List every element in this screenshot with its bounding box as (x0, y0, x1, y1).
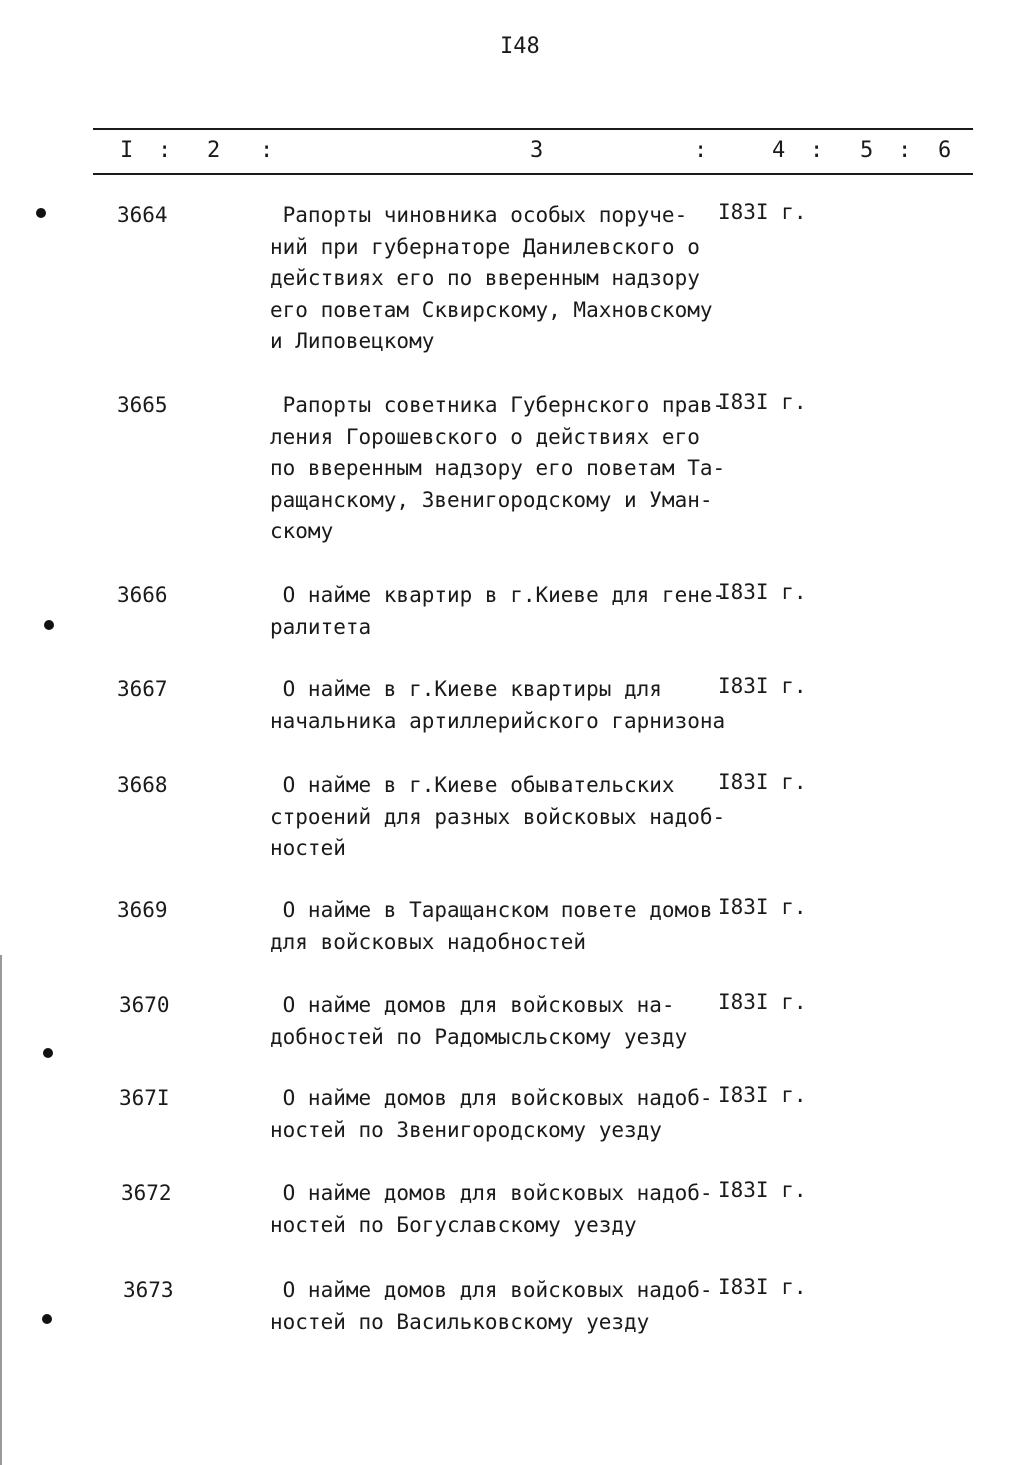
record-description (270, 770, 726, 865)
record-number: 3668 (117, 773, 168, 797)
record-description (270, 1083, 720, 1146)
record-description (270, 990, 720, 1053)
description-line: добностей по Радомысльскому уезду (270, 1024, 688, 1049)
description-line: и Липовецкому (270, 329, 435, 353)
description-line: О найме в г.Киеве квартиры для (270, 677, 662, 701)
binding-hole (36, 208, 46, 218)
record-year: I83I г. (718, 895, 807, 919)
record-number: 367I (119, 1086, 170, 1110)
column-separator: : (898, 138, 912, 163)
record-description (270, 1275, 720, 1338)
column-separator: : (158, 138, 172, 163)
record-number: 3672 (121, 1181, 172, 1205)
description-line: начальника артиллерийского гарнизона (270, 708, 726, 733)
record-year: I83I г. (718, 674, 807, 698)
record-description (270, 1178, 720, 1241)
binding-hole (44, 620, 54, 630)
description-line: ралитета (270, 614, 372, 639)
record-year: I83I г. (718, 1275, 807, 1299)
column-header-1: I (120, 138, 134, 163)
description-line: ностей по Богуславскому уезду (270, 1212, 637, 1237)
record-year: I83I г. (718, 1083, 807, 1107)
record-description (270, 895, 720, 958)
record-year: I83I г. (718, 580, 807, 604)
column-header-3: 3 (530, 138, 544, 163)
column-header-6: 6 (938, 138, 952, 163)
scan-edge-line (0, 955, 2, 1465)
record-description (270, 200, 720, 358)
description-line: О найме в Таращанском повете домов (270, 898, 713, 922)
record-description (270, 580, 726, 643)
description-line: О найме домов для войсковых на- (270, 993, 675, 1017)
description-line: для войсковых надобностей (270, 929, 587, 954)
record-description (270, 390, 726, 548)
description-line: ления Горошевского о действиях его (270, 424, 700, 449)
record-number: 3673 (123, 1278, 174, 1302)
description-line: О найме домов для войсковых надоб- (270, 1086, 713, 1110)
description-line: строений для разных войсковых надоб- (270, 804, 726, 829)
record-year: I83I г. (718, 770, 807, 794)
column-header-5: 5 (860, 138, 874, 163)
record-year: I83I г. (718, 390, 807, 414)
description-line: ностей по Васильковскому уезду (270, 1309, 650, 1334)
record-year: I83I г. (718, 1178, 807, 1202)
description-line: О найме домов для войсковых надоб- (270, 1278, 713, 1302)
description-line: ностей (270, 836, 346, 860)
description-line: ращанскому, Звенигородскому и Уман- (270, 487, 713, 512)
description-line: ностей по Звенигородскому уезду (270, 1117, 662, 1142)
page-number: I48 (500, 34, 540, 59)
description-line: ний при губернаторе Данилевского о (270, 234, 700, 259)
binding-hole (43, 1048, 53, 1058)
record-number: 3664 (117, 203, 168, 227)
description-line: действиях его по вверенным надзору (270, 266, 700, 290)
description-line: его поветам Сквирскому, Махновскому (270, 297, 713, 322)
record-number: 3670 (119, 993, 170, 1017)
description-line: О найме квартир в г.Киеве для гене- (270, 583, 726, 607)
column-separator: : (260, 138, 274, 163)
record-number: 3667 (117, 677, 168, 701)
description-line: Рапорты советника Губернского прав- (270, 393, 726, 417)
record-description (270, 674, 726, 737)
header-bottom-rule (93, 173, 973, 175)
column-header-4: 4 (772, 138, 786, 163)
description-line: по вверенным надзору его поветам Та- (270, 456, 726, 480)
description-line: Рапорты чиновника особых поруче- (270, 203, 688, 227)
description-line: скому (270, 519, 334, 543)
binding-hole (42, 1314, 52, 1324)
record-year: I83I г. (718, 200, 807, 224)
record-year: I83I г. (718, 990, 807, 1014)
column-separator: : (810, 138, 824, 163)
description-line: О найме в г.Киеве обывательских (270, 773, 675, 797)
header-top-rule (93, 128, 973, 130)
record-number: 3669 (117, 898, 168, 922)
record-number: 3665 (117, 393, 168, 417)
description-line: О найме домов для войсковых надоб- (270, 1181, 713, 1205)
column-header-2: 2 (207, 138, 221, 163)
column-separator: : (694, 138, 708, 163)
record-number: 3666 (117, 583, 168, 607)
